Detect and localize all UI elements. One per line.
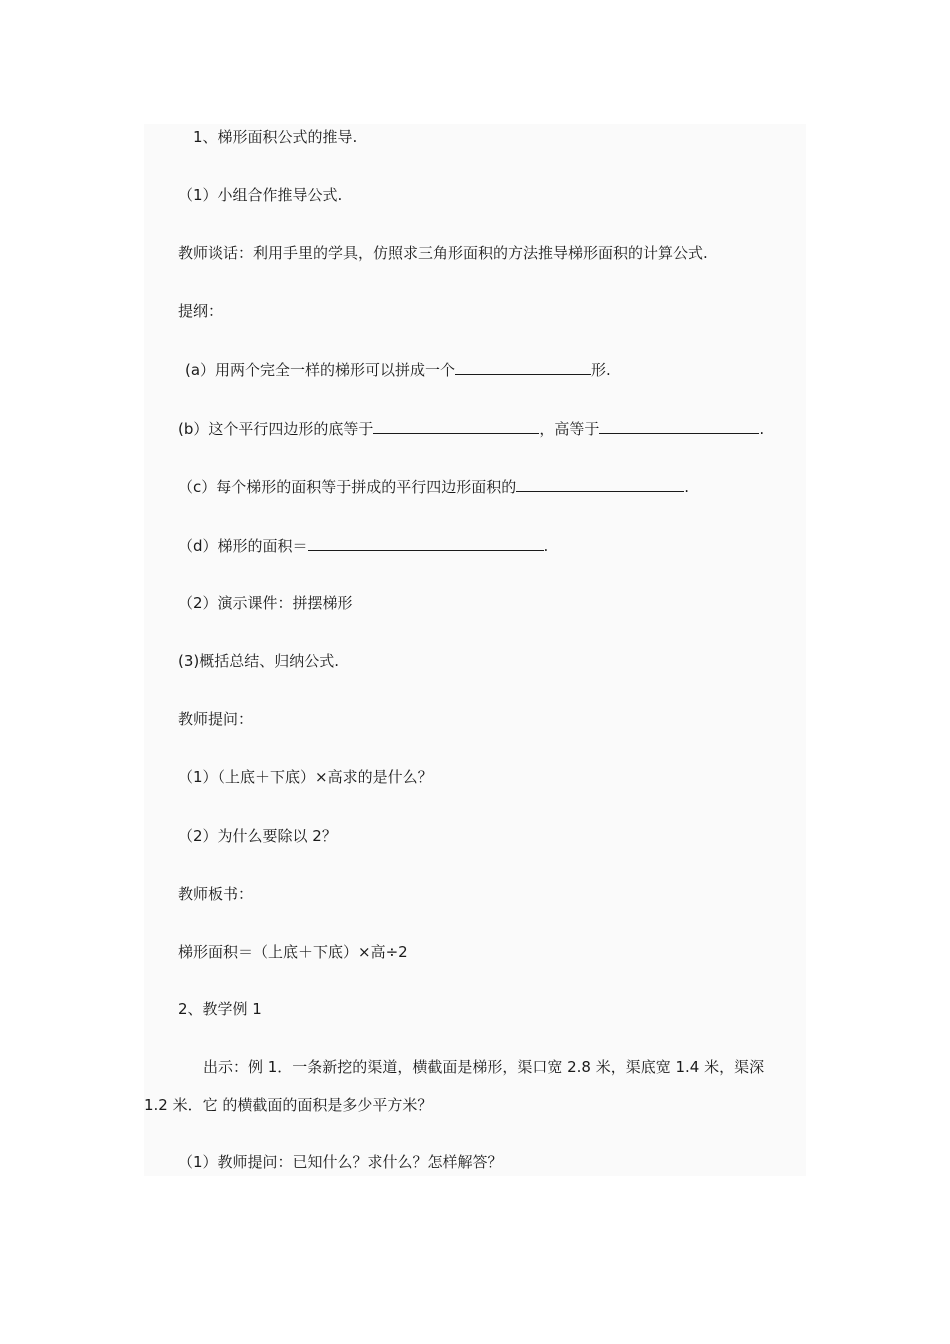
outline-item-a-text: (a）用两个完全一样的梯形可以拼成一个 [185,361,456,379]
fill-blank-d [308,535,544,551]
outline-item-a-suffix: 形. [591,361,611,379]
outline-item-b-suffix: . [759,420,765,438]
outline-item-d-text: （d）梯形的面积＝ [178,537,308,555]
blackboard-label: 教师板书： [178,885,254,903]
section-heading-2: 2、教学例 1 [178,1000,262,1018]
example-question-1: （1）教师提问：已知什么？求什么？怎样解答？ [178,1153,503,1171]
outline-item-d-suffix: . [543,537,549,555]
outline-item-b-text: (b）这个平行四边形的底等于 [178,420,374,438]
outline-item-b-middle: ，高等于 [539,420,600,438]
formula: 梯形面积＝（上底＋下底）×高÷2 [178,943,408,961]
step-3-heading: (3)概括总结、归纳公式. [178,652,340,670]
section-heading-1: 1、梯形面积公式的推导. [193,128,358,146]
outline-label: 提纲： [178,302,224,320]
fill-blank-b1 [373,418,539,434]
outline-item-c-suffix: . [684,478,690,496]
teacher-question-label: 教师提问： [178,710,254,728]
example-1-line-2: 1.2 米．它 的横截面的面积是多少平方米？ [144,1096,433,1114]
outline-item-d [178,535,548,556]
fill-blank-a [455,359,591,375]
example-1-line-1: 出示：例 1．一条新挖的渠道，横截面是梯形，渠口宽 2.8 米，渠底宽 1.4 米，渠深 [203,1058,765,1076]
outline-item-c [178,476,689,497]
outline-item-a [185,359,611,380]
fill-blank-b2 [599,418,759,434]
outline-item-b [178,418,764,439]
outline-item-c-text: （c）每个梯形的面积等于拼成的平行四边形面积的 [178,478,517,496]
step-2-heading: （2）演示课件：拼摆梯形 [178,594,353,612]
question-2: （2）为什么要除以 2？ [178,827,337,845]
teacher-talk: 教师谈话：利用手里的学具，仿照求三角形面积的方法推导梯形面积的计算公式. [178,244,708,262]
step-1-heading: （1）小组合作推导公式. [178,186,343,204]
fill-blank-c [516,476,684,492]
question-1: （1）（上底＋下底）×高求的是什么？ [178,768,433,786]
